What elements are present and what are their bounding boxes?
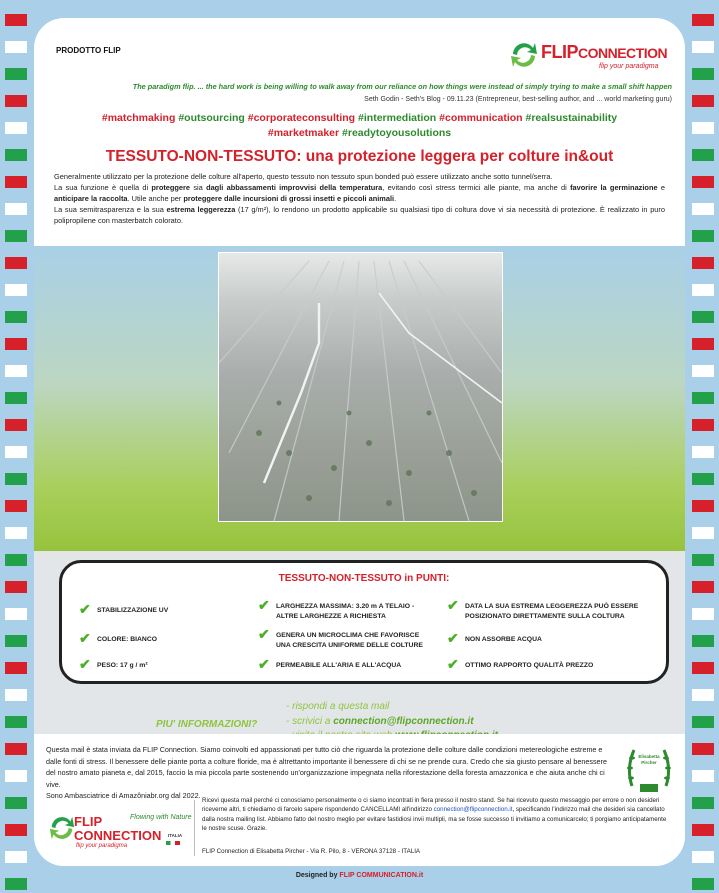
more-info-label: PIU' INFORMAZIONI? [156, 719, 258, 730]
border-dash [692, 770, 714, 782]
quote-author: Seth Godin - Seth's Blog - 09.11.23 (Entrepreneur, best-selling author, and ... world marketing guru) [364, 96, 672, 103]
border-dash [692, 554, 714, 566]
logo-tagline: flip your paradigma [599, 63, 659, 70]
border-dash [5, 662, 27, 674]
intro-paragraph: La sua semitrasparenza e la sua estrema leggerezza (17 g/m²), lo rendono un prodotto applicabile su qualsiasi tipo di coltura dove vi sia necessità di protezione. È realizzato in puro polipropilene con masterbatch colorato. [54, 205, 665, 225]
border-dash [692, 365, 714, 377]
border-dash [5, 581, 27, 593]
border-dash [5, 824, 27, 836]
border-dash [5, 365, 27, 377]
border-dash [692, 149, 714, 161]
intro-paragraph: La sua funzione è quella di proteggere sia dagli abbassamenti improvvisi della temperatura, evitando così stress termici alle piante, ma anche di favorire la germinazione e anticipare la raccolta. Utile anche per proteggere dalle incursioni di grossi insetti e piccoli animali. [54, 183, 665, 203]
contact-email-link[interactable]: connection@flipconnection.it [333, 716, 474, 727]
border-dash [5, 68, 27, 80]
point-item: ✔ PESO: 17 g / m² [79, 656, 148, 672]
border-dash [5, 500, 27, 512]
border-dash [5, 230, 27, 242]
hashtag[interactable]: #outsourcing [178, 112, 245, 124]
designed-by: Designed by FLIP COMMUNICATION.it [295, 872, 424, 879]
footer-logo-tagline: flip your paradigma [76, 843, 128, 849]
checkmark-icon: ✔ [447, 597, 459, 613]
checkmark-icon: ✔ [258, 656, 270, 672]
about-text: Questa mail è stata inviata da FLIP Connection. Siamo coinvolti ed appassionati per tutto ciò che riguarda la protezione delle colture dalle condizioni metereologiche estreme e dalle fonti di stress. Il benessere delle piante porta a colture floride, ma è altrettanto importante il benessere di chi se ne prende cura. Credo che sia giusto pensare al benessere del nostro amato pianeta e, dal 2015, faccio la mia piccola parte sostenendo un'organizzazione impegnata nella riforestazione della foresta amazzonica e che aiuta anche chi ci vive. Sono Ambasciatrice di Amazôniabr.org dal 2022. [46, 745, 607, 800]
border-dash [5, 608, 27, 620]
border-dash [5, 392, 27, 404]
border-dash [5, 419, 27, 431]
product-label: PRODOTTO FLIP [56, 46, 121, 55]
hashtag[interactable]: #communication [439, 112, 523, 124]
border-dash [5, 122, 27, 134]
border-dash [5, 446, 27, 458]
border-dash [692, 608, 714, 620]
designer-brand-link[interactable]: FLIP COMMUNICATION.it [339, 872, 424, 879]
border-dash [692, 473, 714, 485]
border-dash [692, 257, 714, 269]
border-dash [692, 743, 714, 755]
checkmark-icon: ✔ [447, 656, 459, 672]
border-dash [692, 230, 714, 242]
border-dash [5, 635, 27, 647]
field-cover-photo [218, 252, 503, 522]
hashtag[interactable]: #realsustainability [525, 112, 618, 124]
page-title: TESSUTO-NON-TESSUTO: una protezione leggera per colture in&out [105, 148, 614, 165]
border-dash [692, 878, 714, 890]
logo-wordmark: FLIPCONNECTION [541, 42, 668, 62]
point-item: ✔ COLORE: BIANCO [79, 630, 158, 646]
key-points-title: TESSUTO-NON-TESSUTO in PUNTI: [278, 573, 450, 584]
border-dash [692, 176, 714, 188]
footer-logo-flip: FLIP [74, 814, 103, 829]
border-dash [692, 662, 714, 674]
border-dash [692, 203, 714, 215]
point-item: ✔ GENERA UN MICROCLIMA CHE FAVORISCE UNA CRESCITA UNIFORME DELLE COLTURE [258, 626, 423, 649]
border-dash [5, 743, 27, 755]
intro-paragraph: Generalmente utilizzato per la protezione delle colture all'aperto, questo tessuto non tessuto spun bonded può essere utilizzato anche sotto tunnel/serra. [54, 172, 553, 181]
checkmark-icon: ✔ [258, 597, 270, 613]
flip-arrows-icon [509, 40, 539, 70]
border-dash [5, 95, 27, 107]
border-dash [5, 149, 27, 161]
hashtag[interactable]: #intermediation [358, 112, 437, 124]
border-dash [692, 689, 714, 701]
border-dash [692, 824, 714, 836]
border-dash [692, 446, 714, 458]
border-dash [5, 257, 27, 269]
point-item: ✔ STABILIZZAZIONE UV [79, 601, 169, 617]
border-dash [5, 689, 27, 701]
checkmark-icon: ✔ [258, 626, 270, 642]
newsletter-card [34, 18, 685, 866]
point-item: ✔ DATA LA SUA ESTREMA LEGGEREZZA PUÒ ESSERE POSIZIONATO DIRETTAMENTE SULLA COLTURA [447, 597, 639, 620]
border-dash [692, 311, 714, 323]
unsubscribe-notice: Ricevi questa mail perché ci conosciamo personalmente o ci siamo incontrati in fiera presso il nostro stand. Se hai ricevuto questo messaggio per errore o non desideri riceverne altri, ti chiediamo di farcelo sapere rispondendo CANCELLAMI all'indirizzo connection@flipconnection.it, specificando l'indirizzo mail che desideri sia cancellato dalla nostra mailing list. Abbiamo fatto del nostro meglio per evitare fastidiosi invii multipli, ma se fosse successo ti invitiamo a comunicarcelo; ti porgiamo anticipatamente le nostre scuse. Grazie. [202, 797, 667, 833]
border-dash [5, 797, 27, 809]
footer [34, 734, 685, 866]
point-item: ✔ PERMEABILE ALL'ARIA E ALL'ACQUA [258, 656, 402, 672]
border-dash [692, 419, 714, 431]
border-dash [692, 392, 714, 404]
border-dash [692, 500, 714, 512]
border-dash [692, 14, 714, 26]
border-dash [692, 284, 714, 296]
email-hint: - scrivici a connection@flipconnection.it [286, 716, 474, 727]
border-dash [692, 527, 714, 539]
border-dash [692, 338, 714, 350]
border-dash [5, 770, 27, 782]
border-dash [692, 635, 714, 647]
border-dash [5, 311, 27, 323]
left-tricolor-border [0, 0, 34, 893]
border-dash [5, 14, 27, 26]
border-dash [5, 41, 27, 53]
italia-label: ITALIA [168, 833, 183, 838]
border-dash [5, 527, 27, 539]
border-dash [5, 473, 27, 485]
hashtag-list [54, 111, 665, 141]
border-dash [692, 797, 714, 809]
border-dash [5, 338, 27, 350]
crop-field-image [219, 253, 502, 521]
border-dash [692, 581, 714, 593]
footer-divider [194, 800, 195, 856]
right-tricolor-border [685, 0, 719, 893]
flip-arrows-icon [48, 814, 76, 842]
border-dash [5, 851, 27, 863]
italian-flag-icon [166, 841, 180, 845]
intro-text [54, 171, 665, 226]
hashtag[interactable]: #matchmaking [101, 112, 176, 124]
point-item: ✔ NON ASSORBE ACQUA [447, 630, 542, 646]
checkmark-icon: ✔ [447, 630, 459, 646]
border-dash [692, 716, 714, 728]
hashtag[interactable]: #corporateconsulting [247, 112, 356, 124]
paradigm-quote: The paradigm flip. ... the hard work is being willing to walk away from our reliance on how things were instead of simply trying to make a small shift happen [132, 82, 672, 91]
border-dash [5, 878, 27, 890]
border-dash [5, 203, 27, 215]
border-dash [692, 41, 714, 53]
border-dash [692, 68, 714, 80]
company-address: FLIP Connection di Elisabetta Pircher - Via R. Pilo, 8 - VERONA 37128 - ITALIA [202, 848, 421, 855]
hashtag[interactable]: #marketmaker [267, 127, 340, 139]
unsubscribe-email-link[interactable]: connection@flipconnection.it [433, 806, 513, 814]
point-item: ✔ LARGHEZZA MASSIMA: 3.20 m A TELAIO - ALTRE LARGHEZZE A RICHIESTA [258, 597, 415, 620]
checkmark-icon: ✔ [79, 630, 91, 646]
hashtag[interactable]: #readytoyousolutions [342, 127, 452, 139]
border-dash [692, 95, 714, 107]
badge-name: Elisabetta Pircher [638, 754, 660, 765]
hero-banner [34, 246, 685, 551]
point-item: ✔ OTTIMO RAPPORTO QUALITÀ PREZZO [447, 656, 594, 672]
border-dash [5, 554, 27, 566]
border-dash [5, 284, 27, 296]
reply-hint: - rispondi a questa mail [286, 701, 390, 712]
checkmark-icon: ✔ [79, 656, 91, 672]
flowing-with-nature: Flowing with Nature [130, 814, 192, 821]
footer-logo-connection: CONNECTION [74, 828, 162, 843]
border-dash [5, 716, 27, 728]
border-dash [692, 122, 714, 134]
border-dash [692, 851, 714, 863]
checkmark-icon: ✔ [79, 601, 91, 617]
lower-section [34, 551, 685, 734]
footer-bottom [46, 796, 672, 860]
border-dash [5, 176, 27, 188]
ambassador-badge-icon [626, 740, 672, 798]
key-points-box [59, 560, 669, 684]
